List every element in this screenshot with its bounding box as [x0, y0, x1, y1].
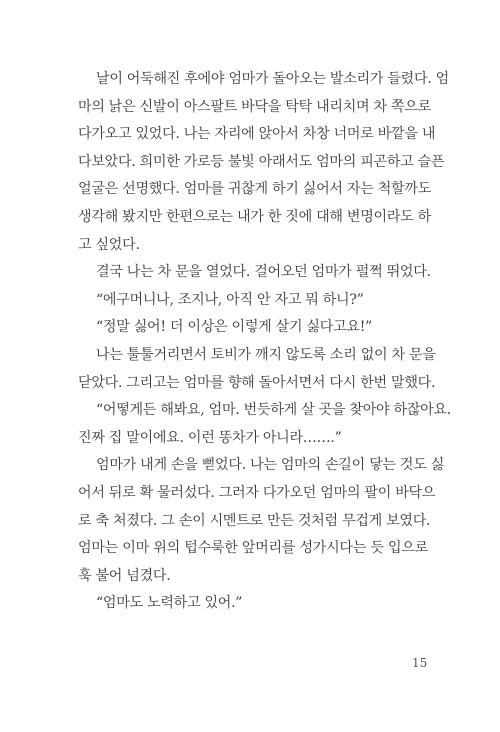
text-line: 나는 툴툴거리면서 토비가 깨지 않도록 소리 없이 차 문을 — [96, 346, 436, 363]
text-line: 로 축 처졌다. 그 손이 시멘트로 만든 것처럼 무겁게 보였다. — [78, 512, 431, 529]
text-line: 얼굴은 선명했다. 엄마를 귀찮게 하기 싫어서 자는 척할까도 — [78, 181, 431, 198]
text-line: 엄마가 내게 손을 뻗었다. 나는 엄마의 손길이 닿는 것도 싫 — [96, 457, 445, 474]
text-line: 마의 낡은 신발이 아스팔트 바닥을 탁탁 내리치며 차 쪽으로 — [78, 98, 431, 115]
text-line: 고 싶었다. — [78, 236, 140, 253]
text-line: 다보았다. 희미한 가로등 불빛 아래서도 엄마의 피곤하고 슬픈 — [78, 153, 445, 170]
text-line: 날이 어둑해진 후에야 엄마가 돌아오는 발소리가 들렸다. 엄 — [96, 71, 449, 87]
text-line: 훅 불어 넘겼다. — [78, 567, 171, 584]
dialogue-line: “정말 싫어! 더 이상은 이렇게 살기 싫다고요!” — [96, 319, 372, 336]
dialogue-line: 진짜 집 말이에요. 이런 똥차가 아니라…….” — [78, 429, 342, 446]
dialogue-line: “어떻게든 해봐요, 엄마. 번듯하게 살 곳을 찾아야 하잖아요. — [96, 402, 451, 419]
text-line: 어서 뒤로 확 물러섰다. 그러자 다가오던 엄마의 팔이 바닥으 — [78, 484, 436, 501]
body-text — [78, 66, 451, 618]
text-line: 엄마는 이마 위의 텁수룩한 앞머리를 성가시다는 듯 입으로 — [78, 540, 428, 557]
text-line: 생각해 봤지만 한편으로는 내가 한 짓에 대해 변명이라도 하 — [78, 208, 431, 225]
text-line: 결국 나는 차 문을 열었다. 걸어오던 엄마가 펄쩍 뛰었다. — [96, 264, 431, 281]
dialogue-line: “에구머니나, 조지나, 아직 안 자고 뭐 하니?” — [96, 291, 364, 308]
text-line: 닫았다. 그리고는 엄마를 향해 돌아서면서 다시 한번 말했다. — [78, 374, 436, 391]
page-number: 15 — [412, 656, 428, 670]
text-line: 다가오고 있었다. 나는 자리에 앉아서 차창 너머로 바깥을 내 — [78, 126, 436, 143]
dialogue-line: “엄마도 노력하고 있어.” — [96, 595, 243, 612]
